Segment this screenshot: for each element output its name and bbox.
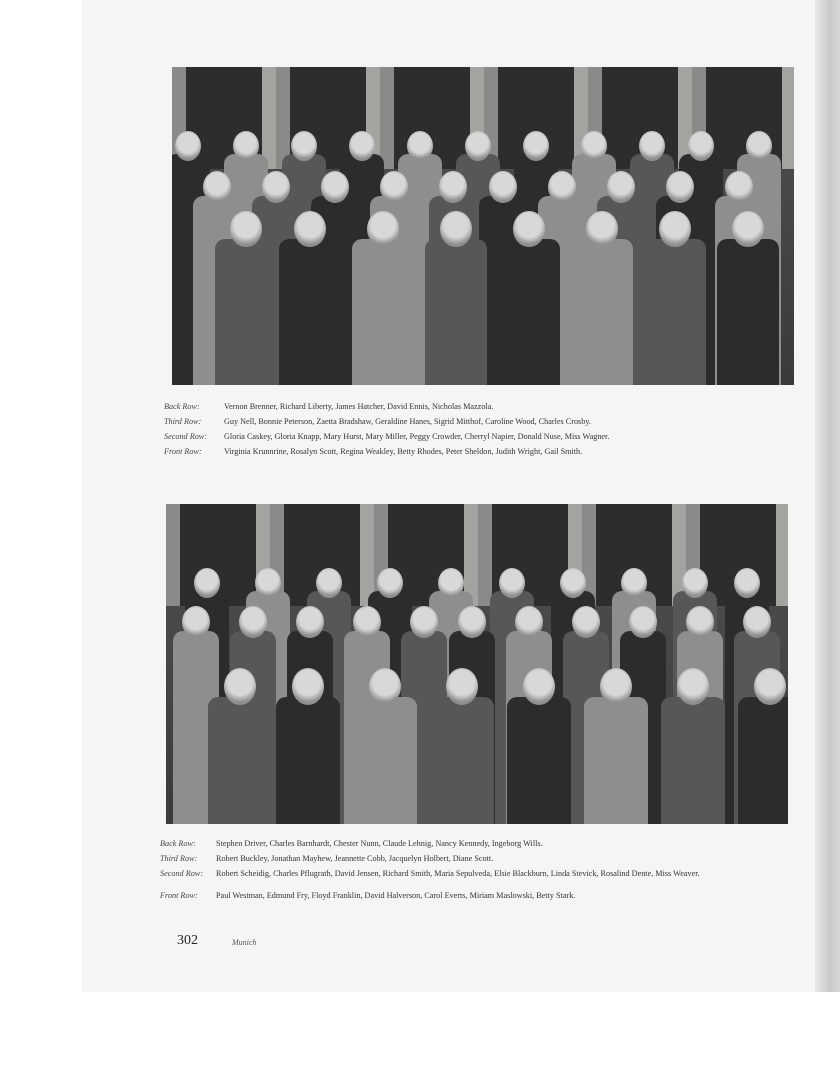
person-head: [581, 131, 607, 161]
person-head: [560, 568, 586, 598]
person-head: [465, 131, 491, 161]
person-figure: [215, 239, 277, 384]
person-figure: [717, 239, 779, 384]
person-head: [523, 668, 555, 705]
person-head: [438, 568, 464, 598]
person-head: [369, 668, 401, 705]
person-head: [629, 606, 657, 638]
person-head: [523, 131, 549, 161]
person-head: [734, 568, 760, 598]
person-figure: [352, 239, 414, 384]
person-head: [682, 568, 708, 598]
person-head: [607, 171, 635, 203]
person-head: [291, 131, 317, 161]
person-head: [513, 211, 545, 248]
class-photo-top: [172, 67, 794, 385]
person-figure: [571, 239, 633, 384]
person-head: [746, 131, 772, 161]
person-head: [410, 606, 438, 638]
person-head: [316, 568, 342, 598]
person-figure: [276, 697, 340, 824]
person-head: [294, 211, 326, 248]
page-edge: [815, 0, 840, 992]
person-head: [182, 606, 210, 638]
person-head: [666, 171, 694, 203]
person-head: [377, 568, 403, 598]
person-head: [743, 606, 771, 638]
person-head: [600, 668, 632, 705]
person-figure: [279, 239, 341, 384]
person-head: [292, 668, 324, 705]
person-head: [639, 131, 665, 161]
person-head: [659, 211, 691, 248]
person-head: [440, 211, 472, 248]
person-head: [446, 668, 478, 705]
person-head: [439, 171, 467, 203]
person-head: [621, 568, 647, 598]
person-head: [688, 131, 714, 161]
person-head: [230, 211, 262, 248]
person-head: [349, 131, 375, 161]
person-head: [754, 668, 786, 705]
person-figure: [584, 697, 648, 824]
person-head: [499, 568, 525, 598]
person-head: [203, 171, 231, 203]
person-figure: [738, 697, 788, 824]
section-label: Munich: [232, 938, 257, 947]
person-figure: [507, 697, 571, 824]
person-head: [725, 171, 753, 203]
person-head: [262, 171, 290, 203]
person-head: [458, 606, 486, 638]
person-head: [255, 568, 281, 598]
person-figure: [498, 239, 560, 384]
person-head: [686, 606, 714, 638]
person-head: [239, 606, 267, 638]
class-photo-bottom: [166, 504, 788, 824]
person-head: [175, 131, 201, 161]
person-head: [548, 171, 576, 203]
person-figure: [208, 697, 272, 824]
person-head: [489, 171, 517, 203]
person-head: [586, 211, 618, 248]
person-head: [515, 606, 543, 638]
person-head: [572, 606, 600, 638]
person-head: [296, 606, 324, 638]
person-figure: [661, 697, 725, 824]
person-head: [380, 171, 408, 203]
person-figure: [353, 697, 417, 824]
person-head: [407, 131, 433, 161]
person-head: [353, 606, 381, 638]
person-head: [321, 171, 349, 203]
person-head: [224, 668, 256, 705]
person-head: [677, 668, 709, 705]
person-figure: [425, 239, 487, 384]
page-number: 302: [177, 933, 198, 948]
person-figure: [430, 697, 494, 824]
person-head: [194, 568, 220, 598]
person-head: [233, 131, 259, 161]
person-head: [732, 211, 764, 248]
person-figure: [644, 239, 706, 384]
person-head: [367, 211, 399, 248]
